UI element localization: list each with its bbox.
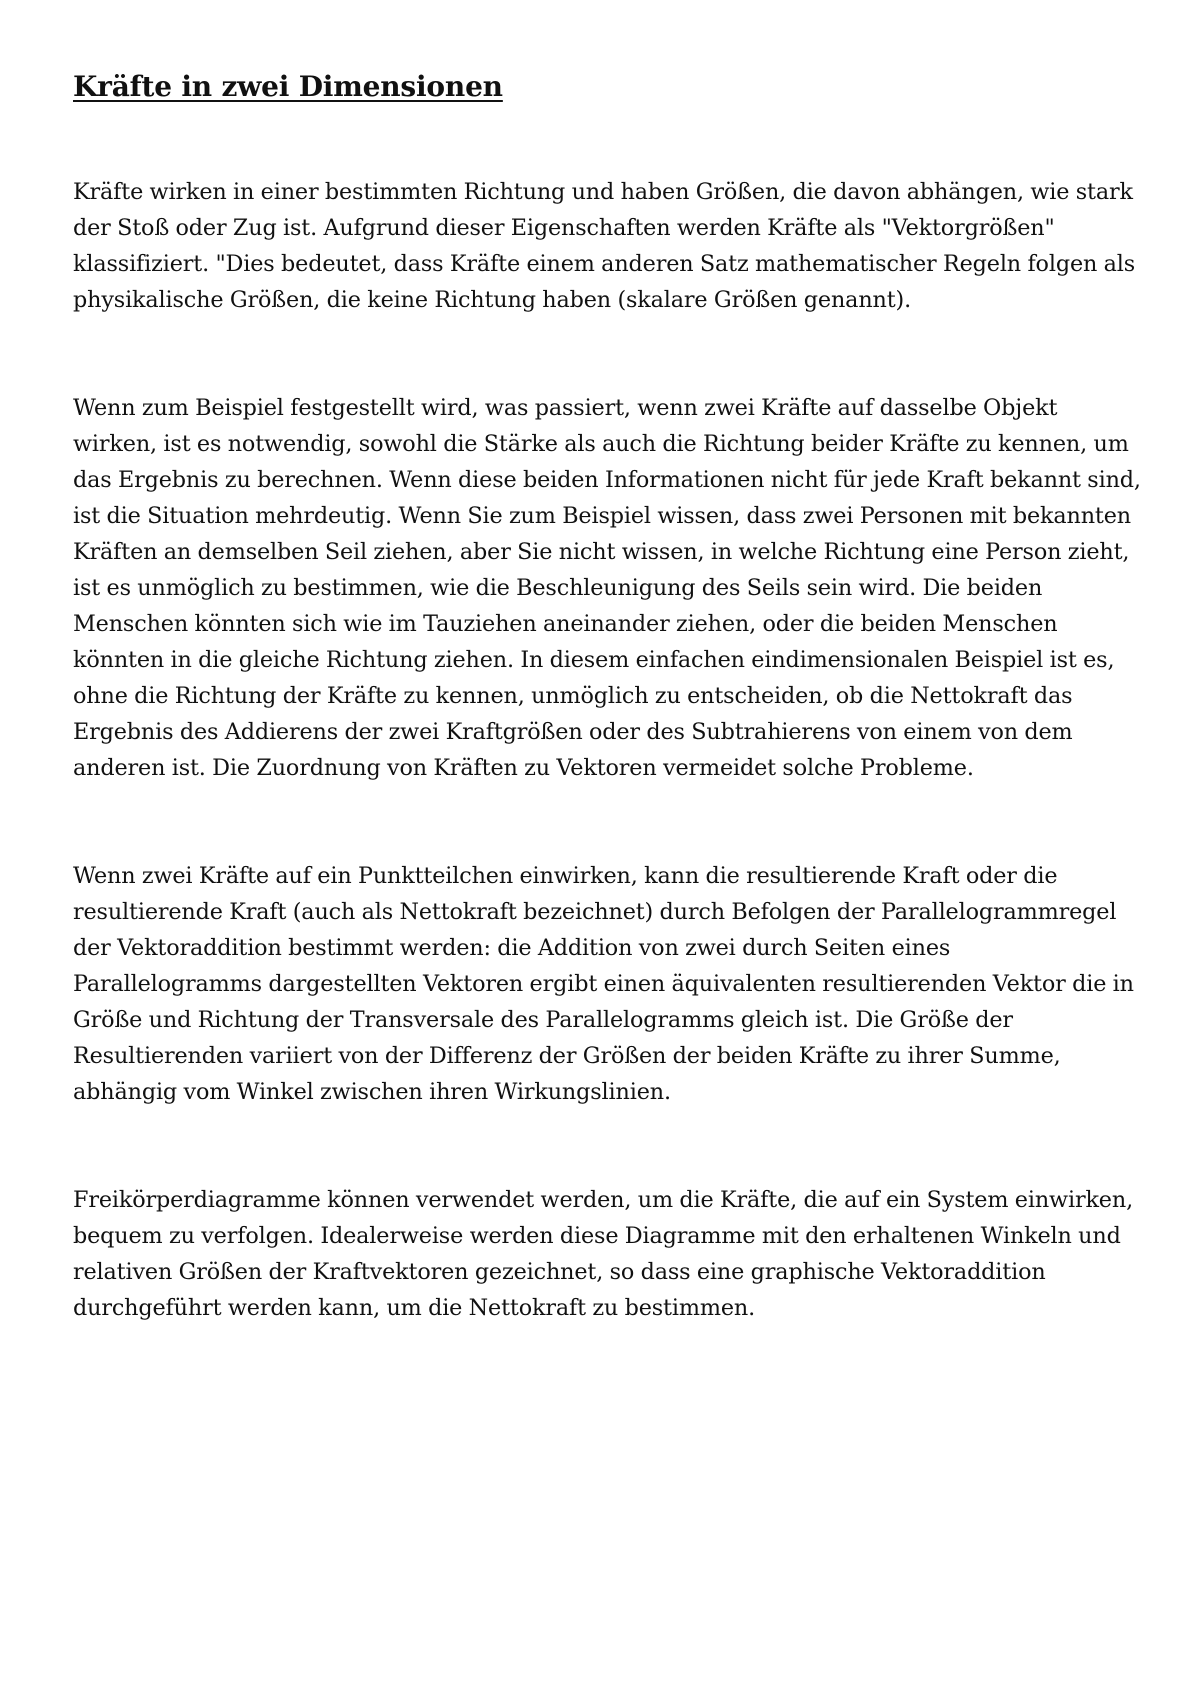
paragraph-free-body-diagrams: Freikörperdiagramme können verwendet werden, um die Kräfte, die auf ein System einwirken, bequem zu verfolgen. Idealerweise werden diese Diagramme mit den erhaltenen Winkeln und relativen Größen der Kraftvektoren gezeichnet, so dass eine graphische Vektoraddition durchgeführt werden kann, um die Nettokraft zu bestimmen. (73, 1186, 1134, 1321)
paragraph-vector-quantities: Kräfte wirken in einer bestimmten Richtung und haben Größen, die davon abhängen, wie stark der Stoß oder Zug ist. Aufgrund dieser Eigenschaften werden Kräfte als "Vektorgrößen" klassifiziert. "Dies bedeutet, dass Kräfte einem anderen Satz mathematischer Regeln folgen als physikalische Größen, die keine Richtung haben (skalare Größen genannt). (73, 178, 1136, 313)
paragraph-parallelogram-rule: Wenn zwei Kräfte auf ein Punktteilchen einwirken, kann die resultierende Kraft oder die resultierende Kraft (auch als Nettokraft bezeichnet) durch Befolgen der Parallelogrammregel der Vektoraddition bestimmt werden: die Addition von zwei durch Seiten eines Parallelogramms dargestellten Vektoren ergibt einen äquivalenten resultierenden Vektor die in Größe und Richtung der Transversale des Parallelogramms gleich ist. Die Größe der Resultierenden variiert von der Differenz der Größen der beiden Kräfte zu ihrer Summe, abhängig vom Winkel zwischen ihren Wirkungslinien. (73, 862, 1134, 1105)
document-title: Kräfte in zwei Dimensionen (73, 70, 503, 103)
document-page (73, 70, 1143, 1326)
paragraph-direction-example: Wenn zum Beispiel festgestellt wird, was passiert, wenn zwei Kräfte auf dasselbe Objekt wirken, ist es notwendig, sowohl die Stärke als auch die Richtung beider Kräfte zu kennen, um das Ergebnis zu berechnen. Wenn diese beiden Informationen nicht für jede Kraft bekannt sind, ist die Situation mehrdeutig. Wenn Sie zum Beispiel wissen, dass zwei Personen mit bekannten Kräften an demselben Seil ziehen, aber Sie nicht wissen, in welche Richtung eine Person zieht, ist es unmöglich zu bestimmen, wie die Beschleunigung des Seils sein wird. Die beiden Menschen könnten sich wie im Tauziehen aneinander ziehen, oder die beiden Menschen könnten in die gleiche Richtung ziehen. In diesem einfachen eindimensionalen Beispiel ist es, ohne die Richtung der Kräfte zu kennen, unmöglich zu entscheiden, ob die Nettokraft das Ergebnis des Addierens der zwei Kraftgrößen oder des Subtrahierens von einem von dem anderen ist. Die Zuordnung von Kräften zu Vektoren vermeidet solche Probleme. (73, 394, 1141, 781)
